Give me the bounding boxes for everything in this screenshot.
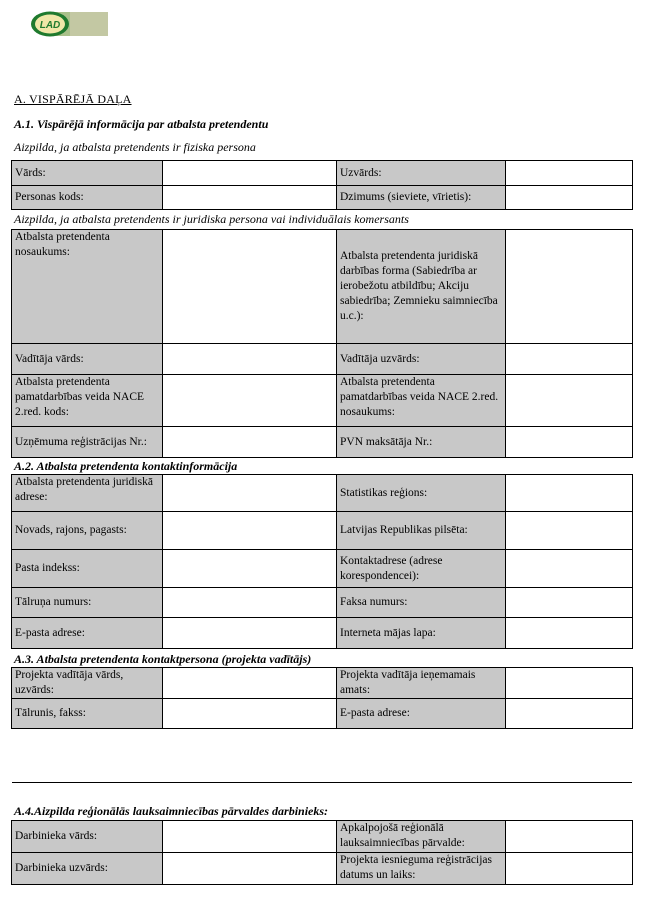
worker-name-label: Darbinieka vārds: <box>12 821 163 853</box>
surname-field[interactable] <box>506 161 633 186</box>
applicant-name-field[interactable] <box>163 230 337 344</box>
a1-title: A.1. Vispārējā informācija par atbalsta pretendentu <box>14 117 269 131</box>
postcode-field[interactable] <box>163 550 337 588</box>
a1-note-legal: Aizpilda, ja atbalsta pretendents ir juridiska persona vai individuālais komersants <box>14 212 409 226</box>
email-field[interactable] <box>163 618 337 649</box>
a1-legal-table <box>11 229 633 458</box>
a3-title: A.3. Atbalsta pretendenta kontaktpersona (projekta vadītājs) <box>14 652 312 666</box>
nace-name-label: Atbalsta pretendenta pamatdarbības veida NACE 2.red. nosaukums: <box>337 375 506 427</box>
stat-region-label: Statistikas reģions: <box>337 475 506 512</box>
nace-name-field[interactable] <box>506 375 633 427</box>
a2-title: A.2. Atbalsta pretendenta kontaktinformācija <box>14 459 238 473</box>
phone-fax-field[interactable] <box>163 699 337 729</box>
reg-datetime-field[interactable] <box>506 853 633 885</box>
email-label: E-pasta adrese: <box>12 618 163 649</box>
name-field[interactable] <box>163 161 337 186</box>
pm-name-label: Projekta vadītāja vārds, uzvārds: <box>12 668 163 699</box>
a4-worker-table <box>11 820 633 885</box>
a1-note-person: Aizpilda, ja atbalsta pretendents ir fiziska persona <box>14 140 256 154</box>
reg-datetime-label: Projekta iesnieguma reģistrācijas datums un laiks: <box>337 853 506 885</box>
city-field[interactable] <box>506 512 633 550</box>
lad-logo <box>30 10 108 38</box>
manager-surname-label: Vadītāja uzvārds: <box>337 344 506 375</box>
reg-no-field[interactable] <box>163 427 337 458</box>
legal-form-field[interactable] <box>506 230 633 344</box>
name-label: Vārds: <box>12 161 163 186</box>
contact-address-field[interactable] <box>506 550 633 588</box>
a4-title: A.4.Aizpilda reģionālās lauksaimniecības pārvaldes darbinieks: <box>14 804 329 818</box>
contact-address-label: Kontaktadrese (adrese korespondencei): <box>337 550 506 588</box>
manager-name-label: Vadītāja vārds: <box>12 344 163 375</box>
logo-text: LAD <box>39 20 61 31</box>
section-a-title: A. VISPĀRĒJĀ DAĻA <box>14 92 132 106</box>
stat-region-field[interactable] <box>506 475 633 512</box>
pm-email-field[interactable] <box>506 699 633 729</box>
vat-no-label: PVN maksātāja Nr.: <box>337 427 506 458</box>
a2-contact-table <box>11 474 633 649</box>
regional-office-field[interactable] <box>506 821 633 853</box>
nace-code-label: Atbalsta pretendenta pamatdarbības veida NACE 2.red. kods: <box>12 375 163 427</box>
legal-form-label: Atbalsta pretendenta juridiskā darbības forma (Sabiedrība ar ierobežotu atbildību; Akciju sabiedrība; Zemnieku saimniecība u.c.): <box>337 230 506 344</box>
pm-position-label: Projekta vadītāja ieņemamais amats: <box>337 668 506 699</box>
vat-no-field[interactable] <box>506 427 633 458</box>
municipality-field[interactable] <box>163 512 337 550</box>
manager-name-field[interactable] <box>163 344 337 375</box>
municipality-label: Novads, rajons, pagasts: <box>12 512 163 550</box>
legal-address-label: Atbalsta pretendenta juridiskā adrese: <box>12 475 163 512</box>
personal-code-field[interactable] <box>163 186 337 210</box>
manager-surname-field[interactable] <box>506 344 633 375</box>
legal-address-field[interactable] <box>163 475 337 512</box>
nace-code-field[interactable] <box>163 375 337 427</box>
worker-name-field[interactable] <box>163 821 337 853</box>
regional-office-label: Apkalpojošā reģionālā lauksaimniecības pārvalde: <box>337 821 506 853</box>
fax-field[interactable] <box>506 588 633 618</box>
gender-label: Dzimums (sieviete, vīrietis): <box>337 186 506 210</box>
pm-position-field[interactable] <box>506 668 633 699</box>
fax-label: Faksa numurs: <box>337 588 506 618</box>
phone-fax-label: Tālrunis, fakss: <box>12 699 163 729</box>
website-field[interactable] <box>506 618 633 649</box>
pm-name-field[interactable] <box>163 668 337 699</box>
gender-field[interactable] <box>506 186 633 210</box>
a1-person-table <box>11 160 633 210</box>
separator-line <box>12 782 632 783</box>
a3-contact-person-table <box>11 667 633 729</box>
surname-label: Uzvārds: <box>337 161 506 186</box>
website-label: Interneta mājas lapa: <box>337 618 506 649</box>
phone-label: Tālruņa numurs: <box>12 588 163 618</box>
worker-surname-label: Darbinieka uzvārds: <box>12 853 163 885</box>
personal-code-label: Personas kods: <box>12 186 163 210</box>
city-label: Latvijas Republikas pilsēta: <box>337 512 506 550</box>
reg-no-label: Uzņēmuma reģistrācijas Nr.: <box>12 427 163 458</box>
postcode-label: Pasta indekss: <box>12 550 163 588</box>
applicant-name-label: Atbalsta pretendenta nosaukums: <box>12 230 163 344</box>
worker-surname-field[interactable] <box>163 853 337 885</box>
phone-field[interactable] <box>163 588 337 618</box>
pm-email-label: E-pasta adrese: <box>337 699 506 729</box>
